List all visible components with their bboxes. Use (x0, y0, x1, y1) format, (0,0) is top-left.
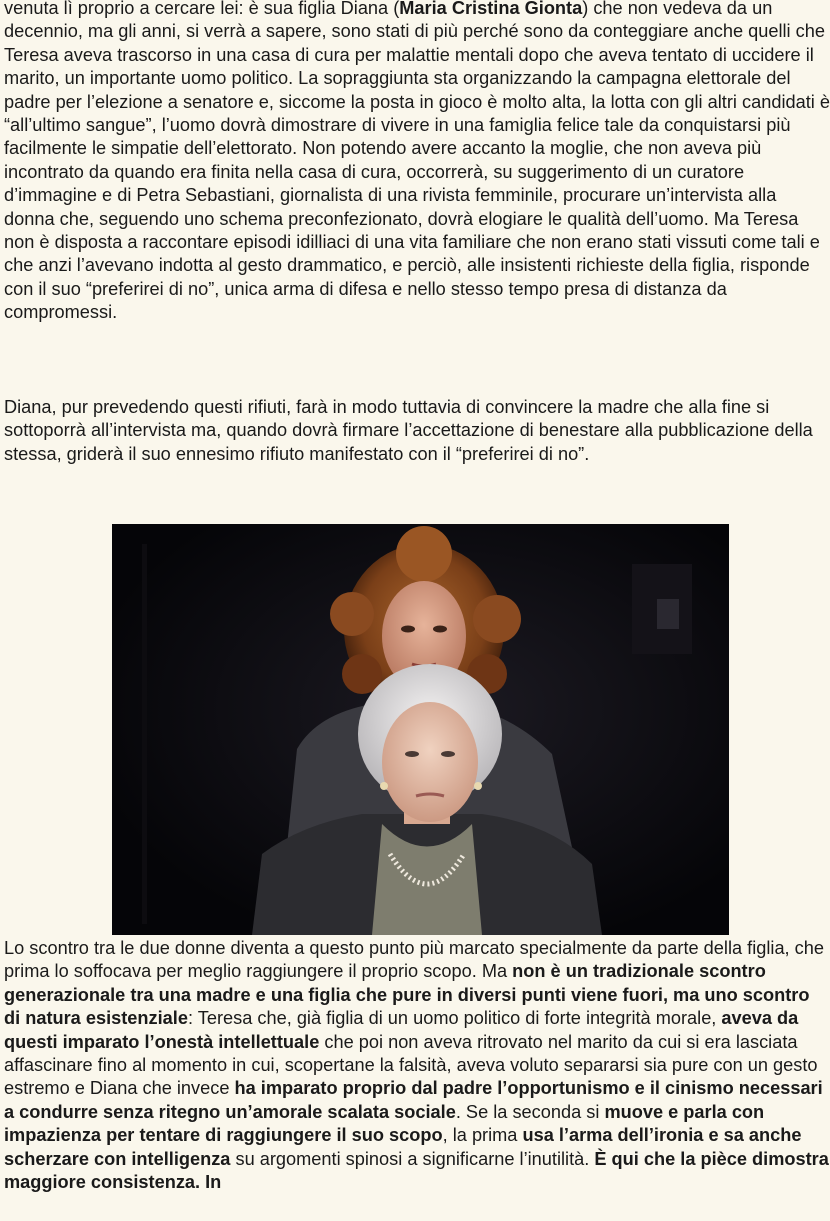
paragraph-plot-summary (4, 0, 830, 325)
curl (473, 595, 521, 643)
curl (330, 592, 374, 636)
bold-text-run: muove e parla con impazienza per tentare di raggiungere il suo scopo (4, 1101, 765, 1146)
text-run: che poi non aveva ritrovato nel marito da cui si era lasciata affascinare fino al momento in cui, scopertane la falsità, aveva voluto separarsi sia pure con un gesto estremo e Diana che invece (4, 1031, 818, 1099)
text-run: su argomenti spinosi a significarne l’inutilità. (230, 1148, 595, 1169)
paragraph-interview-refusal (4, 396, 830, 466)
text-run: Lo scontro tra le due donne diventa a questo punto più marcato specialmente da parte della figlia, che prima lo soffocava per meglio raggiungere il proprio scopo. Ma (4, 938, 824, 982)
stage-photo (112, 524, 729, 935)
text-run: venuta lì proprio a cercare lei: è sua figlia Diana ( (4, 0, 400, 18)
eye (441, 751, 455, 757)
scenery-frame (657, 599, 679, 629)
bold-text-run: Maria Cristina Gionta (399, 0, 583, 18)
text-run: Diana, pur prevedendo questi rifiuti, farà in modo tuttavia di convincere la madre che alla fine si sottoporrà all’intervista ma, quando dovrà firmare l’accettazione di benestare alla pubblicazione della stessa, griderà il suo ennesimo rifiuto manifestato con il “preferirei di no”. (4, 397, 813, 464)
earring (474, 782, 482, 790)
earring (380, 782, 388, 790)
paragraph-conflict-analysis (4, 937, 830, 1194)
bold-text-run: usa l’arma dell’ironia e sa anche scherzare con intelligenza (4, 1125, 802, 1169)
eye (405, 751, 419, 757)
bold-text-run: non è un tradizionale scontro generazionale tra una madre e una figlia che pure in diversi punti viene fuori, ma uno scontro di natura esistenziale (4, 961, 810, 1029)
text-run: ) che non vedeva da un decennio, ma gli anni, si verrà a sapere, sono stati di più perché sono da conteggiare anche quelli che Teresa aveva trascorso in una casa di cura per malattie mentali dopo che aveva tentato di uccidere il marito, un importante uomo politico. La sopraggiunta sta organizzando la campagna elettorale del padre per l’elezione a senatore e, siccome la posta in gioco è molto alta, la lotta con gli altri candidati è “all’ultimo sangue”, l’uomo dovrà dimostrare di vivere in una famiglia felice tale da conquistarsi più facilmente le simpatie dell’elettorato. Non potendo avere accanto la moglie, che non aveva più incontrato da quando era finita nella casa di cura, occorrerà, su suggerimento di un curatore d’immagine e di Petra Sebastiani, giornalista di una rivista femminile, procurare un’intervista alla donna che, seguendo uno schema preconfezionato, dovrà elogiare le qualità dell’uomo. Ma Teresa non è disposta a raccontare episodi idilliaci di una vita familiare che non erano stati vissuti come tali e che anzi l’avevano indotta al gesto drammatico, e perciò, alle insistenti richieste della figlia, risponde con il suo “preferirei di no”, unica arma di difesa e nello stesso tempo presa di distanza da compromessi. (4, 0, 830, 323)
text-run: : Teresa che, già figlia di un uomo politico di forte integrità morale, (187, 1008, 722, 1029)
text-run: . Se la seconda si (455, 1101, 605, 1122)
bold-text-run: aveva da questi imparato l’onestà intellettuale (4, 1008, 799, 1052)
stage-pole (142, 544, 147, 924)
bold-text-run: ha imparato proprio dal padre l’opportunismo e il cinismo necessari a condurre senza ritegno un’amorale scalata sociale (4, 1078, 823, 1122)
text-run: , la prima (442, 1125, 523, 1146)
front-woman-face (382, 702, 478, 822)
eye (433, 626, 447, 633)
curl (396, 526, 452, 582)
bold-text-run: È qui che la pièce dimostra maggiore consistenza. In (4, 1148, 829, 1193)
eye (401, 626, 415, 633)
